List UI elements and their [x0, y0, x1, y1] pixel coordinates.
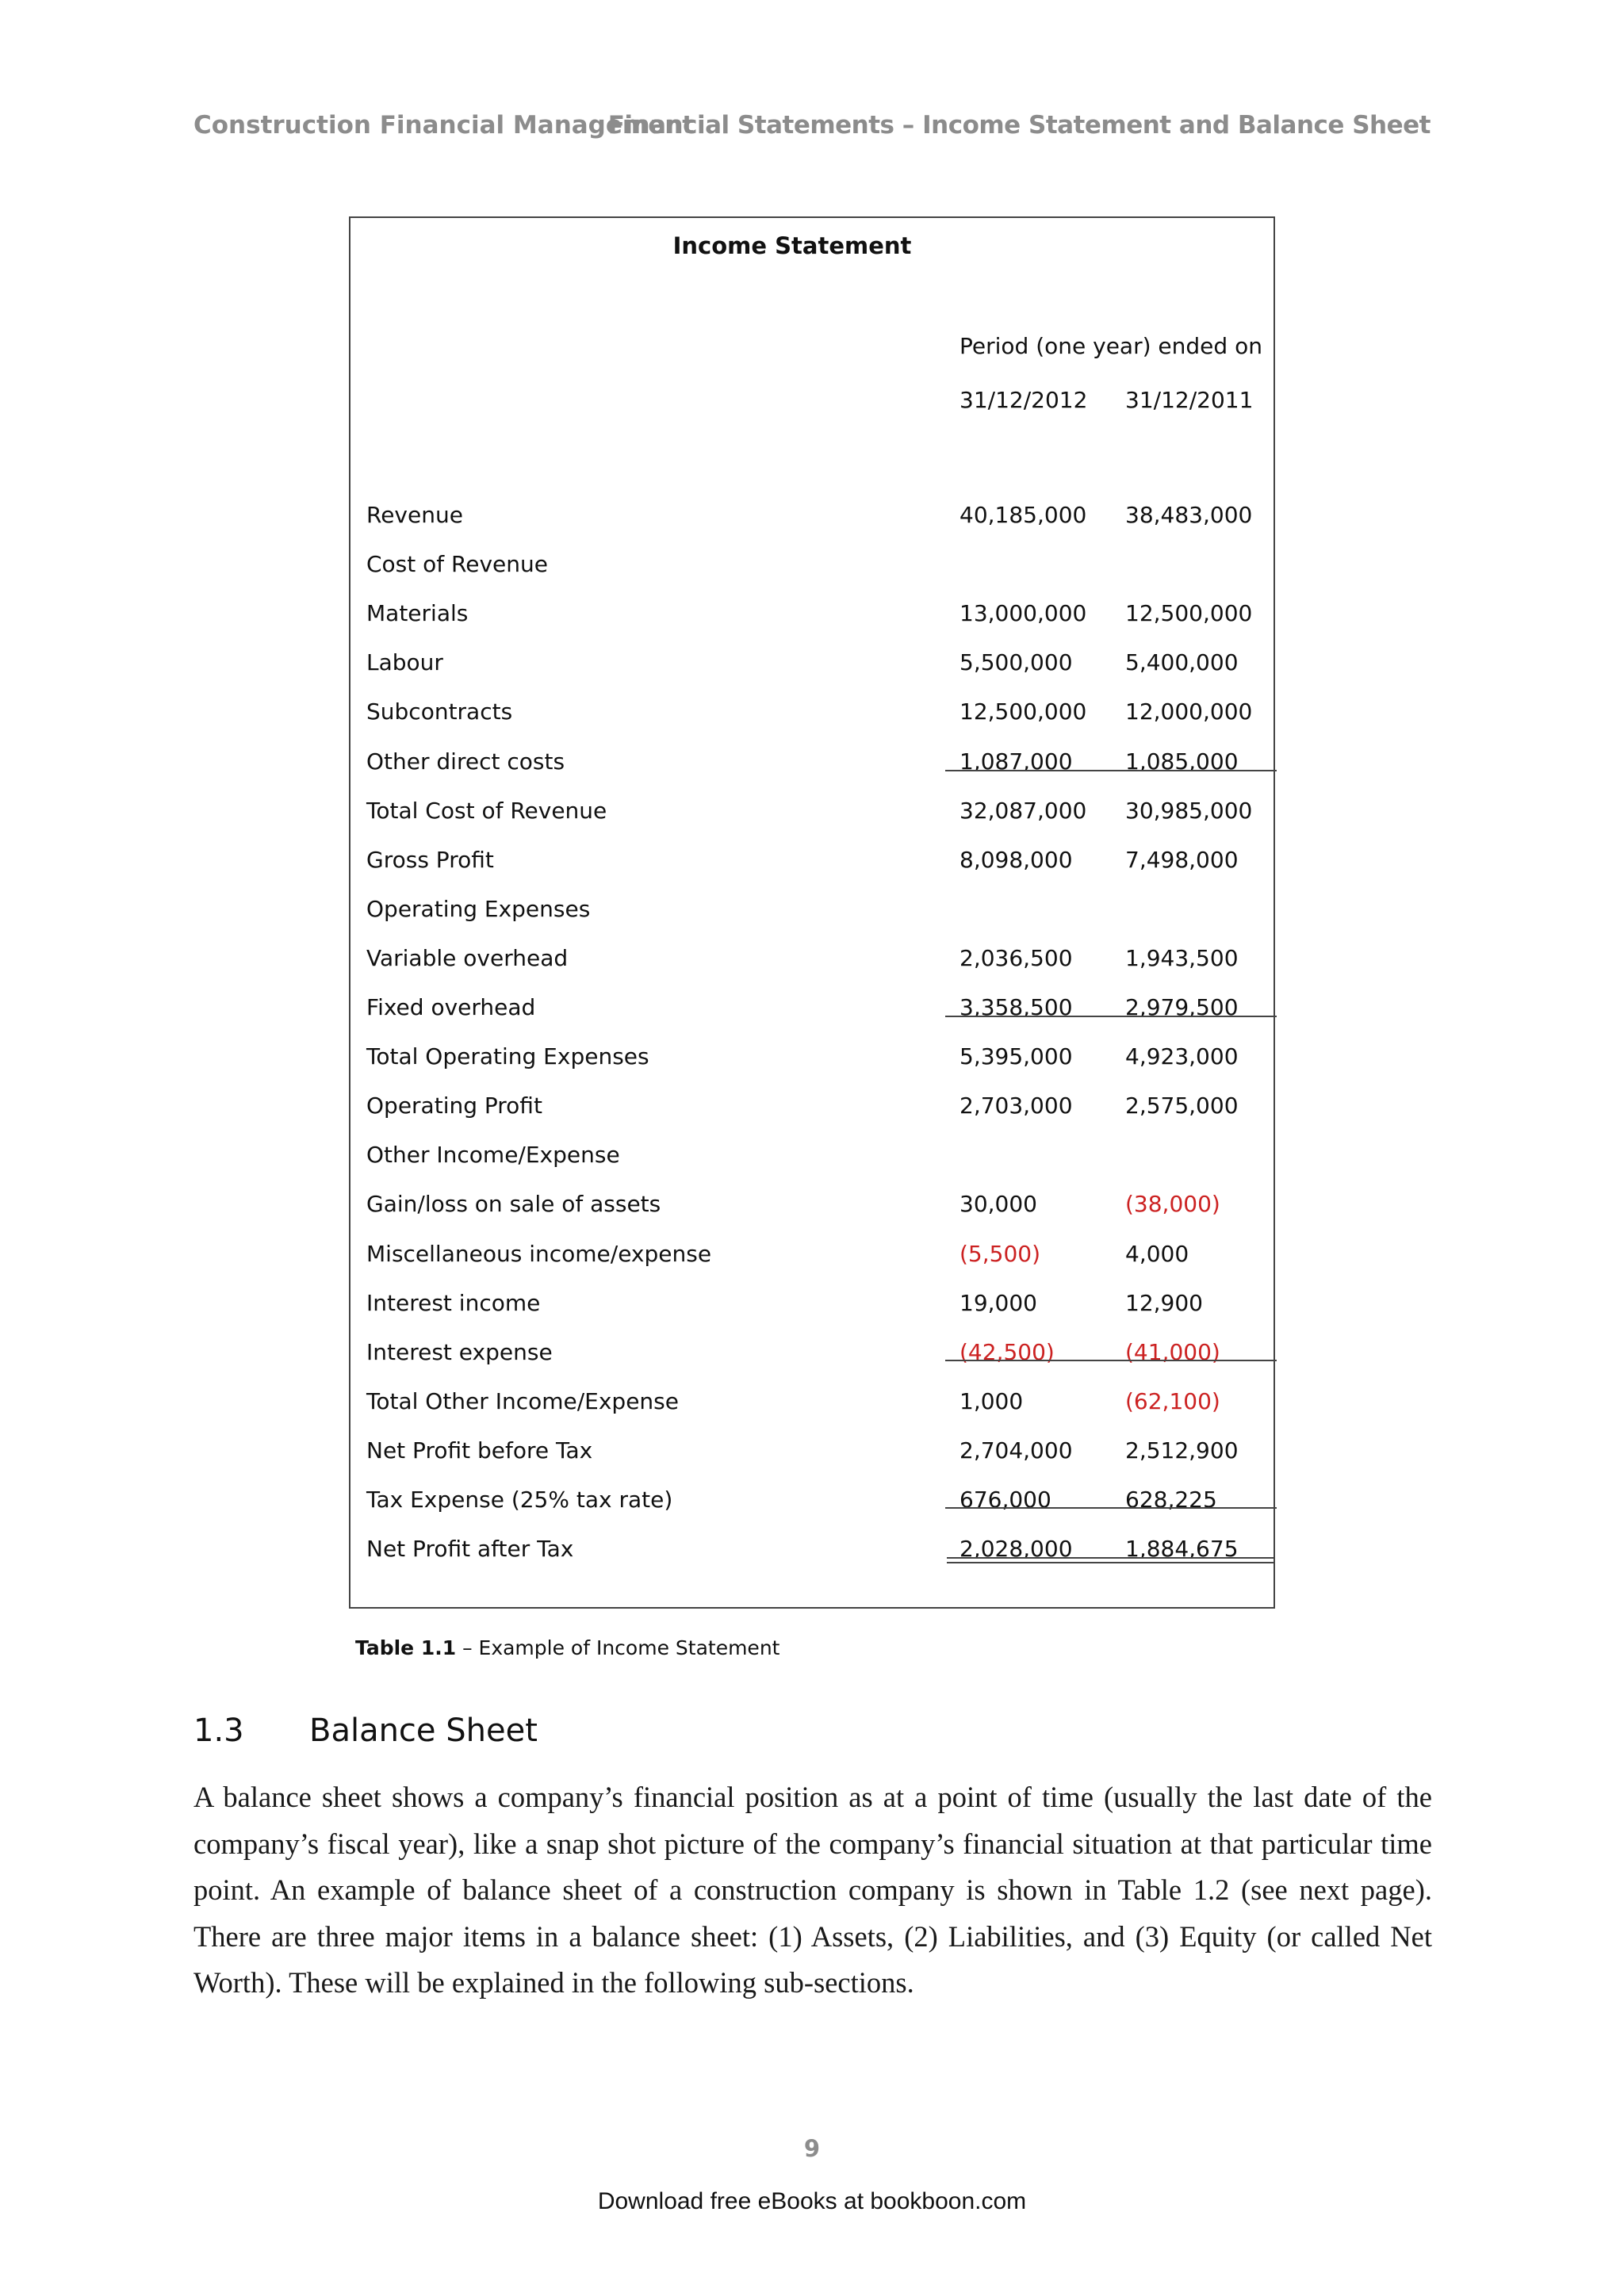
- total-double-rule: [947, 1557, 1275, 1563]
- table-row: [350, 1083, 1274, 1132]
- value-2012: 30,000: [959, 1191, 1037, 1218]
- column-header-2012: 31/12/2012: [959, 387, 1088, 413]
- value-2012: 13,000,000: [959, 600, 1087, 627]
- row-label: Labour: [366, 649, 443, 676]
- subtotal-rule: [945, 770, 1277, 771]
- row-label: Miscellaneous income/expense: [366, 1240, 712, 1267]
- table-row: [350, 689, 1274, 738]
- value-2011: 38,483,000: [1125, 502, 1253, 528]
- row-label: Total Other Income/Expense: [366, 1387, 679, 1414]
- table-row: [350, 788, 1274, 837]
- running-header: [193, 111, 1431, 151]
- table-row: [350, 837, 1274, 886]
- value-2012: 19,000: [959, 1289, 1037, 1316]
- table-title: Income Statement: [672, 232, 912, 259]
- row-label: Net Profit after Tax: [366, 1536, 574, 1563]
- section-number: 1.3: [193, 1712, 244, 1749]
- value-2012: 5,500,000: [959, 649, 1073, 676]
- row-label: Gain/loss on sale of assets: [366, 1191, 661, 1218]
- period-label: Period (one year) ended on: [959, 333, 1262, 359]
- table-row: [350, 985, 1274, 1034]
- value-2012: 2,704,000: [959, 1437, 1073, 1464]
- value-2012: 2,703,000: [959, 1093, 1073, 1119]
- table-row: [350, 1034, 1274, 1083]
- value-2011: (38,000): [1125, 1191, 1220, 1218]
- row-label: Operating Expenses: [366, 895, 591, 922]
- value-2012: 40,185,000: [959, 502, 1087, 528]
- caption-label: Table 1.1: [355, 1636, 457, 1659]
- row-label: Other Income/Expense: [366, 1142, 620, 1169]
- table-row: [350, 886, 1274, 936]
- table-row: [350, 936, 1274, 985]
- value-2012: (5,500): [959, 1240, 1041, 1267]
- value-2011: 2,979,500: [1125, 994, 1239, 1020]
- column-header-2011: 31/12/2011: [1125, 387, 1254, 413]
- income-statement-table: [349, 216, 1275, 1609]
- subtotal-rule: [945, 1016, 1277, 1017]
- caption-text: – Example of Income Statement: [456, 1636, 780, 1659]
- table-row: [350, 1231, 1274, 1280]
- table-row: [350, 640, 1274, 689]
- header-chapter-title: Financial Statements – Income Statement and Balance Sheet: [607, 111, 1431, 140]
- table-row: [350, 591, 1274, 640]
- row-label: Revenue: [366, 502, 463, 528]
- value-2012: 5,395,000: [959, 1043, 1073, 1070]
- value-2011: 2,575,000: [1125, 1093, 1239, 1119]
- table-row: [350, 1526, 1274, 1575]
- body-paragraph: A balance sheet shows a company’s financial position as at a point of time (usually the last date of the company’s fiscal year), like a snap shot picture of the company’s financial situation at that particular time point. An example of balance sheet of a construction company is shown in Table 1.2 (see next page). There are three major items in a balance sheet: (1) Assets, (2) Liabilities, and (3) Equity (or called Net Worth). These will be explained in the following sub-sections.: [193, 1781, 1432, 1999]
- value-2012: 3,358,500: [959, 994, 1073, 1020]
- table-row: [350, 1132, 1274, 1181]
- value-2011: (41,000): [1125, 1338, 1220, 1365]
- value-2012: 1,087,000: [959, 748, 1073, 775]
- value-2011: 30,985,000: [1125, 797, 1253, 824]
- value-2011: 5,400,000: [1125, 649, 1239, 676]
- row-label: Cost of Revenue: [366, 551, 548, 578]
- row-label: Other direct costs: [366, 748, 565, 775]
- table-row: [350, 1181, 1274, 1230]
- value-2011: 2,512,900: [1125, 1437, 1239, 1464]
- value-2011: 1,943,500: [1125, 944, 1239, 971]
- table-row: [350, 1428, 1274, 1477]
- row-label: Gross Profit: [366, 846, 494, 873]
- row-label: Total Cost of Revenue: [366, 797, 607, 824]
- value-2011: (62,100): [1125, 1387, 1220, 1414]
- section-title: Balance Sheet: [309, 1712, 538, 1749]
- subtotal-rule: [945, 1507, 1277, 1509]
- table-row: [350, 541, 1274, 591]
- row-label: Total Operating Expenses: [366, 1043, 649, 1070]
- value-2012: 2,036,500: [959, 944, 1073, 971]
- row-label: Materials: [366, 600, 469, 627]
- value-2011: 1,085,000: [1125, 748, 1239, 775]
- value-2011: 1,884,675: [1125, 1536, 1239, 1563]
- footer-link[interactable]: Download free eBooks at bookboon.com: [597, 2188, 1027, 2214]
- value-2011: 628,225: [1125, 1487, 1217, 1513]
- row-label: Subcontracts: [366, 698, 513, 725]
- table-caption: [355, 1636, 779, 1659]
- value-2012: (42,500): [959, 1338, 1055, 1365]
- value-2012: 1,000: [959, 1387, 1024, 1414]
- value-2011: 4,000: [1125, 1240, 1189, 1267]
- value-2011: 7,498,000: [1125, 846, 1239, 873]
- value-2012: 32,087,000: [959, 797, 1087, 824]
- table-row: [350, 1280, 1274, 1330]
- row-label: Net Profit before Tax: [366, 1437, 593, 1464]
- table-row: [350, 492, 1274, 541]
- row-label: Interest expense: [366, 1338, 553, 1365]
- value-2011: 4,923,000: [1125, 1043, 1239, 1070]
- subtotal-rule: [945, 1360, 1277, 1361]
- value-2011: 12,500,000: [1125, 600, 1253, 627]
- row-label: Interest income: [366, 1289, 541, 1316]
- row-label: Fixed overhead: [366, 994, 536, 1020]
- value-2011: 12,000,000: [1125, 698, 1253, 725]
- value-2012: 2,028,000: [959, 1536, 1073, 1563]
- value-2011: 12,900: [1125, 1289, 1203, 1316]
- row-label: Tax Expense (25% tax rate): [366, 1487, 673, 1513]
- row-label: Variable overhead: [366, 944, 569, 971]
- value-2012: 12,500,000: [959, 698, 1087, 725]
- value-2012: 8,098,000: [959, 846, 1073, 873]
- table-row: [350, 739, 1274, 788]
- page-number: 9: [803, 2135, 821, 2162]
- table-row: [350, 1330, 1274, 1379]
- row-label: Operating Profit: [366, 1093, 542, 1119]
- table-row: [350, 1477, 1274, 1526]
- table-row: [350, 1379, 1274, 1428]
- value-2012: 676,000: [959, 1487, 1051, 1513]
- header-book-title: Construction Financial Management: [193, 111, 695, 140]
